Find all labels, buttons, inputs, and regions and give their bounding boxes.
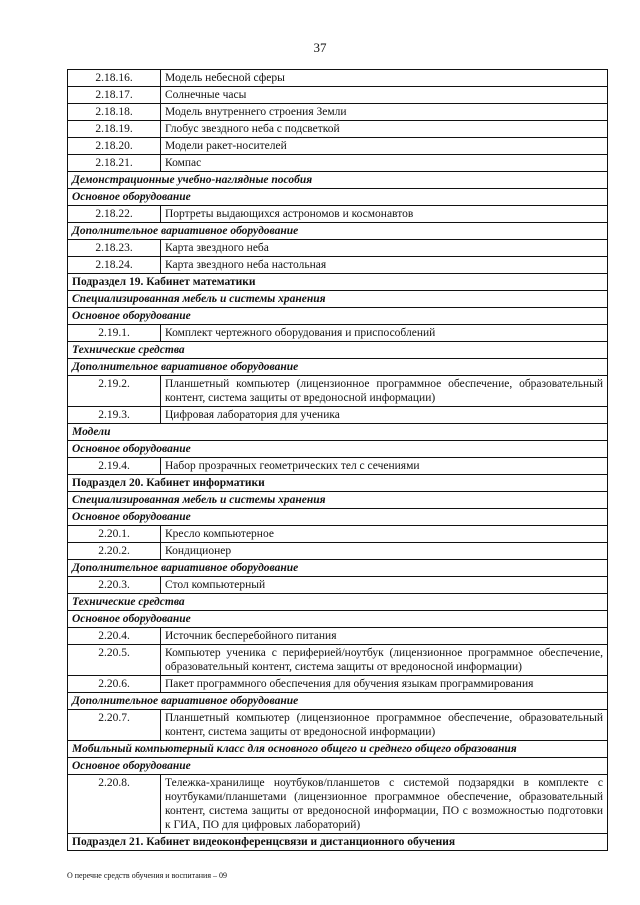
item-code: 2.18.21. (68, 155, 161, 172)
group-title: Основное оборудование (68, 308, 608, 325)
group-title: Специализированная мебель и системы хранения (68, 492, 608, 509)
table-row (68, 104, 608, 121)
group-header-row (68, 342, 608, 359)
table-row (68, 240, 608, 257)
group-title: Технические средства (68, 594, 608, 611)
group-header-row (68, 441, 608, 458)
group-header-row (68, 560, 608, 577)
item-name: Карта звездного неба настольная (161, 257, 608, 274)
item-name: Цифровая лаборатория для ученика (161, 407, 608, 424)
group-title: Дополнительное вариативное оборудование (68, 560, 608, 577)
group-title: Основное оборудование (68, 758, 608, 775)
page-number: 37 (313, 40, 327, 55)
item-name: Модели ракет-носителей (161, 138, 608, 155)
item-code: 2.19.4. (68, 458, 161, 475)
equipment-table-body (68, 70, 608, 851)
item-code: 2.18.20. (68, 138, 161, 155)
item-code: 2.20.5. (68, 645, 161, 676)
group-title: Технические средства (68, 342, 608, 359)
table-row (68, 577, 608, 594)
group-header-row (68, 291, 608, 308)
item-code: 2.20.2. (68, 543, 161, 560)
group-header-row (68, 693, 608, 710)
item-name: Кресло компьютерное (161, 526, 608, 543)
group-header-row (68, 594, 608, 611)
item-code: 2.18.16. (68, 70, 161, 87)
item-name: Модель внутреннего строения Земли (161, 104, 608, 121)
page-footer: О перечне средств обучения и воспитания – 09 (67, 871, 227, 880)
group-title: Основное оборудование (68, 441, 608, 458)
group-title: Дополнительное вариативное оборудование (68, 693, 608, 710)
item-name: Кондиционер (161, 543, 608, 560)
group-header-row (68, 509, 608, 526)
group-header-row (68, 611, 608, 628)
table-row (68, 645, 608, 676)
group-header-row (68, 359, 608, 376)
item-code: 2.19.3. (68, 407, 161, 424)
item-name: Источник бесперебойного питания (161, 628, 608, 645)
item-code: 2.18.19. (68, 121, 161, 138)
item-name: Планшетный компьютер (лицензионное программное обеспечение, образовательный контент, система защиты от вредоносной информации) (161, 376, 608, 407)
item-code: 2.20.7. (68, 710, 161, 741)
item-code: 2.18.18. (68, 104, 161, 121)
group-title: Основное оборудование (68, 611, 608, 628)
table-row (68, 376, 608, 407)
item-name: Карта звездного неба (161, 240, 608, 257)
group-title: Специализированная мебель и системы хранения (68, 291, 608, 308)
section-header-row (68, 834, 608, 851)
table-row (68, 257, 608, 274)
table-row (68, 70, 608, 87)
item-code: 2.20.1. (68, 526, 161, 543)
table-row (68, 206, 608, 223)
group-header-row (68, 758, 608, 775)
table-row (68, 628, 608, 645)
section-title: Подраздел 20. Кабинет информатики (68, 475, 608, 492)
table-row (68, 407, 608, 424)
group-title: Дополнительное вариативное оборудование (68, 359, 608, 376)
item-name: Портреты выдающихся астрономов и космонавтов (161, 206, 608, 223)
group-title: Дополнительное вариативное оборудование (68, 223, 608, 240)
table-row (68, 676, 608, 693)
item-code: 2.18.22. (68, 206, 161, 223)
group-title: Основное оборудование (68, 189, 608, 206)
group-header-row (68, 172, 608, 189)
item-name: Модель небесной сферы (161, 70, 608, 87)
item-name: Солнечные часы (161, 87, 608, 104)
table-row (68, 325, 608, 342)
table-row (68, 155, 608, 172)
group-title: Основное оборудование (68, 509, 608, 526)
item-code: 2.20.8. (68, 775, 161, 834)
section-title: Подраздел 19. Кабинет математики (68, 274, 608, 291)
item-code: 2.18.24. (68, 257, 161, 274)
group-title: Модели (68, 424, 608, 441)
section-header-row (68, 475, 608, 492)
group-title: Демонстрационные учебно-наглядные пособия (68, 172, 608, 189)
item-code: 2.18.23. (68, 240, 161, 257)
table-row (68, 775, 608, 834)
item-name: Пакет программного обеспечения для обучения языкам программирования (161, 676, 608, 693)
table-row (68, 526, 608, 543)
table-row (68, 121, 608, 138)
group-header-row (68, 223, 608, 240)
group-title: Мобильный компьютерный класс для основного общего и среднего общего образования (68, 741, 608, 758)
section-header-row (68, 274, 608, 291)
item-name: Глобус звездного неба с подсветкой (161, 121, 608, 138)
equipment-table (67, 69, 608, 851)
table-row (68, 458, 608, 475)
section-title: Подраздел 21. Кабинет видеоконференцсвязи и дистанционного обучения (68, 834, 608, 851)
group-header-row (68, 189, 608, 206)
item-code: 2.19.2. (68, 376, 161, 407)
item-code: 2.20.6. (68, 676, 161, 693)
group-header-row (68, 741, 608, 758)
group-header-row (68, 424, 608, 441)
item-code: 2.18.17. (68, 87, 161, 104)
item-code: 2.19.1. (68, 325, 161, 342)
table-row (68, 87, 608, 104)
item-name: Планшетный компьютер (лицензионное программное обеспечение, образовательный контент, система защиты от вредоносной информации) (161, 710, 608, 741)
table-row (68, 138, 608, 155)
item-name: Компьютер ученика с периферией/ноутбук (лицензионное программное обеспечение, образовательный контент, система защиты от вредоносной информации) (161, 645, 608, 676)
table-row (68, 710, 608, 741)
item-name: Тележка-хранилище ноутбуков/планшетов с системой подзарядки в комплекте с ноутбуками/планшетами (лицензионное программное обеспечение, образовательный контент, система защиты от вредоносной информации, ПО с возможностью подготовки к ГИА, ПО для цифровых лабораторий) (161, 775, 608, 834)
group-header-row (68, 308, 608, 325)
item-name: Набор прозрачных геометрических тел с сечениями (161, 458, 608, 475)
item-name: Стол компьютерный (161, 577, 608, 594)
item-name: Комплект чертежного оборудования и приспособлений (161, 325, 608, 342)
item-name: Компас (161, 155, 608, 172)
table-row (68, 543, 608, 560)
item-code: 2.20.4. (68, 628, 161, 645)
item-code: 2.20.3. (68, 577, 161, 594)
group-header-row (68, 492, 608, 509)
